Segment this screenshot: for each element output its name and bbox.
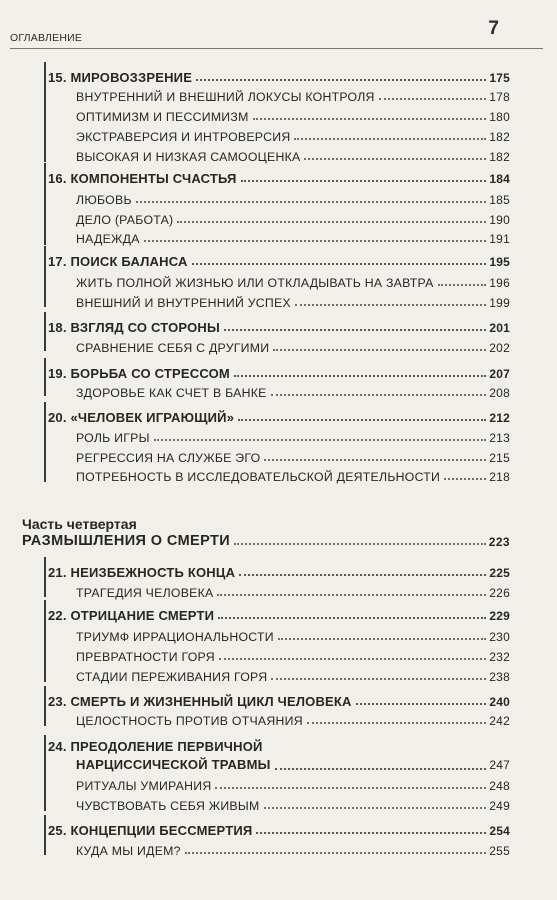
page-reference: 232 (489, 650, 510, 664)
section-title: КУДА МЫ ИДЕМ? (76, 844, 181, 858)
section-title: ВЫСОКАЯ И НИЗКАЯ САМООЦЕНКА (76, 150, 301, 164)
dot-leader (185, 852, 486, 854)
part-title: РАЗМЫШЛЕНИЯ О СМЕРТИ (22, 533, 231, 549)
dot-leader (273, 349, 486, 351)
chapter-title: 19. БОРЬБА СО СТРЕССОМ (48, 366, 230, 381)
section-row[interactable] (76, 124, 510, 144)
chapter-row[interactable] (48, 689, 510, 709)
dot-leader (241, 180, 487, 182)
chapter-row[interactable] (48, 603, 510, 623)
dot-leader (295, 304, 486, 306)
page-reference: 202 (489, 341, 510, 355)
section-title: ЭКСТРАВЕРСИЯ И ИНТРОВЕРСИЯ (76, 130, 291, 144)
chapter-24-line2: НАРЦИССИЧЕСКОЙ ТРАВМЫ (76, 757, 271, 772)
section-row[interactable] (76, 380, 510, 400)
page-reference: 180 (489, 110, 510, 124)
page-reference: 226 (489, 586, 510, 600)
dot-leader (217, 594, 486, 596)
chapter-row[interactable] (48, 361, 510, 381)
page-reference: 208 (489, 386, 510, 400)
chapter-row[interactable] (48, 405, 510, 425)
dot-leader (234, 543, 486, 545)
dot-leader (238, 419, 486, 421)
section-row[interactable] (76, 104, 510, 124)
section-title: ЛЮБОВЬ (76, 193, 132, 207)
section-title: ТРАГЕДИЯ ЧЕЛОВЕКА (76, 586, 214, 600)
chapter-24-title[interactable] (48, 738, 510, 774)
page-reference: 248 (489, 779, 510, 793)
section-row[interactable] (76, 144, 510, 164)
chapter-title: 22. ОТРИЦАНИЕ СМЕРТИ (48, 608, 215, 623)
section-row[interactable] (76, 664, 510, 684)
dot-leader (224, 329, 486, 331)
section-row[interactable] (76, 838, 510, 858)
chapter-row[interactable] (48, 560, 510, 580)
section-row[interactable] (76, 226, 510, 246)
chapter-row[interactable] (48, 166, 510, 186)
dot-leader (154, 439, 486, 441)
group-bracket (44, 163, 56, 245)
page-reference: 190 (489, 213, 510, 227)
dot-leader (304, 158, 486, 160)
chapter-title: 21. НЕИЗБЕЖНОСТЬ КОНЦА (48, 565, 236, 580)
dot-leader (264, 459, 486, 461)
chapter-24-page: 247 (489, 758, 510, 772)
page-reference: 254 (489, 824, 510, 838)
section-title: ДЕЛО (РАБОТА) (76, 213, 174, 227)
page-reference: 240 (489, 695, 510, 709)
section-title: ЖИТЬ ПОЛНОЙ ЖИЗНЬЮ ИЛИ ОТКЛАДЫВАТЬ НА ЗАВТРА (76, 276, 434, 290)
group-bracket (44, 246, 56, 307)
page-reference: 175 (489, 71, 510, 85)
chapter-row[interactable] (48, 65, 510, 85)
section-row[interactable] (76, 335, 510, 355)
page-number: 7 (488, 18, 499, 39)
dot-leader (219, 658, 486, 660)
dot-leader (307, 722, 486, 724)
page-reference: 207 (489, 367, 510, 381)
page-reference: 185 (489, 193, 510, 207)
page-reference: 230 (489, 630, 510, 644)
section-title: ОПТИМИЗМ И ПЕССИМИЗМ (76, 110, 249, 124)
section-title: ЦЕЛОСТНОСТЬ ПРОТИВ ОТЧАЯНИЯ (76, 714, 303, 728)
chapter-row[interactable] (48, 818, 510, 838)
section-row[interactable] (76, 290, 510, 310)
section-title: ВНЕШНИЙ И ВНУТРЕННИЙ УСПЕХ (76, 296, 291, 310)
running-header-title: ОГЛАВЛЕНИЕ (10, 32, 83, 44)
dot-leader (275, 768, 487, 770)
section-title: НАДЕЖДА (76, 232, 140, 246)
dot-leader (136, 201, 486, 203)
section-row[interactable] (76, 207, 510, 227)
section-row[interactable] (76, 580, 510, 600)
chapter-title: 16. КОМПОНЕНТЫ СЧАСТЬЯ (48, 171, 237, 186)
group-bracket (44, 358, 56, 396)
dot-leader (264, 807, 487, 809)
page-reference: 178 (489, 90, 510, 104)
section-row[interactable] (76, 464, 510, 484)
dot-leader (379, 98, 487, 100)
section-row[interactable] (76, 624, 510, 644)
dot-leader (256, 832, 486, 834)
dot-leader (294, 138, 486, 140)
chapter-row[interactable] (48, 315, 510, 335)
section-title: РЕГРЕССИЯ НА СЛУЖБЕ ЭГО (76, 451, 261, 465)
page-reference: 225 (489, 566, 510, 580)
chapter-title: 23. СМЕРТЬ И ЖИЗНЕННЫЙ ЦИКЛ ЧЕЛОВЕКА (48, 694, 352, 709)
chapter-row[interactable] (48, 249, 510, 269)
page-reference: 255 (489, 844, 510, 858)
page-reference: 196 (489, 276, 510, 290)
page-reference: 182 (489, 130, 510, 144)
chapter-title: 15. МИРОВОЗЗРЕНИЕ (48, 70, 193, 85)
dot-leader (239, 574, 486, 576)
section-row[interactable] (76, 270, 510, 290)
dot-leader (271, 678, 486, 680)
dot-leader (438, 284, 487, 286)
group-bracket (44, 312, 56, 351)
group-bracket (44, 735, 56, 811)
dot-leader (192, 263, 487, 265)
page-reference: 238 (489, 670, 510, 684)
dot-leader (215, 787, 486, 789)
group-bracket (44, 686, 56, 726)
dot-leader (218, 617, 486, 619)
section-row[interactable] (76, 773, 510, 793)
section-title: ЗДОРОВЬЕ КАК СЧЕТ В БАНКЕ (76, 386, 267, 400)
group-bracket (44, 62, 56, 162)
chapter-24-line1: 24. ПРЕОДОЛЕНИЕ ПЕРВИЧНОЙ (48, 739, 263, 754)
chapter-title: 20. «ЧЕЛОВЕК ИГРАЮЩИЙ» (48, 410, 235, 425)
section-row[interactable] (76, 425, 510, 445)
section-title: ВНУТРЕННИЙ И ВНЕШНИЙ ЛОКУСЫ КОНТРОЛЯ (76, 90, 375, 104)
page-reference: 182 (489, 150, 510, 164)
section-title: ПОТРЕБНОСТЬ В ИССЛЕДОВАТЕЛЬСКОЙ ДЕЯТЕЛЬНОСТИ (76, 470, 441, 484)
page-reference: 213 (489, 431, 510, 445)
page-reference: 229 (489, 609, 510, 623)
dot-leader (444, 478, 486, 480)
dot-leader (356, 703, 487, 705)
dot-leader (144, 240, 487, 242)
section-title: СРАВНЕНИЕ СЕБЯ С ДРУГИМИ (76, 341, 270, 355)
part-label: Часть четвертая (22, 516, 137, 532)
chapter-title: 18. ВЗГЛЯД СО СТОРОНЫ (48, 320, 220, 335)
page-reference: 249 (489, 799, 510, 813)
group-bracket (44, 402, 56, 482)
group-bracket (44, 557, 56, 597)
dot-leader (177, 221, 486, 223)
section-row[interactable] (76, 84, 510, 104)
page-reference: 199 (489, 296, 510, 310)
page-reference: 215 (489, 451, 510, 465)
page-reference: 184 (489, 172, 510, 186)
dot-leader (278, 638, 486, 640)
section-title: РИТУАЛЫ УМИРАНИЯ (76, 779, 212, 793)
section-row[interactable] (76, 187, 510, 207)
dot-leader (253, 118, 487, 120)
dot-leader (196, 79, 486, 81)
section-title: ПРЕВРАТНОСТИ ГОРЯ (76, 650, 215, 664)
section-row[interactable] (76, 445, 510, 465)
section-row[interactable] (76, 644, 510, 664)
section-title: ТРИУМФ ИРРАЦИОНАЛЬНОСТИ (76, 630, 274, 644)
page-reference: 212 (489, 411, 510, 425)
page-reference: 191 (489, 232, 510, 246)
dot-leader (271, 394, 487, 396)
group-bracket (44, 815, 56, 855)
section-title: СТАДИИ ПЕРЕЖИВАНИЯ ГОРЯ (76, 670, 268, 684)
page-reference: 195 (489, 255, 510, 269)
section-row[interactable] (76, 793, 510, 813)
section-title: РОЛЬ ИГРЫ (76, 431, 150, 445)
chapter-title: 25. КОНЦЕПЦИИ БЕССМЕРТИЯ (48, 823, 253, 838)
dot-leader (234, 375, 486, 377)
group-bracket (44, 600, 56, 682)
page-reference: 242 (489, 714, 510, 728)
page-reference: 218 (489, 470, 510, 484)
page-reference: 201 (489, 321, 510, 335)
chapter-title: 17. ПОИСК БАЛАНСА (48, 254, 188, 269)
part-title-row[interactable] (22, 529, 510, 549)
section-title: ЧУВСТВОВАТЬ СЕБЯ ЖИВЫМ (76, 799, 260, 813)
part-page: 223 (488, 535, 510, 549)
section-row[interactable] (76, 708, 510, 728)
